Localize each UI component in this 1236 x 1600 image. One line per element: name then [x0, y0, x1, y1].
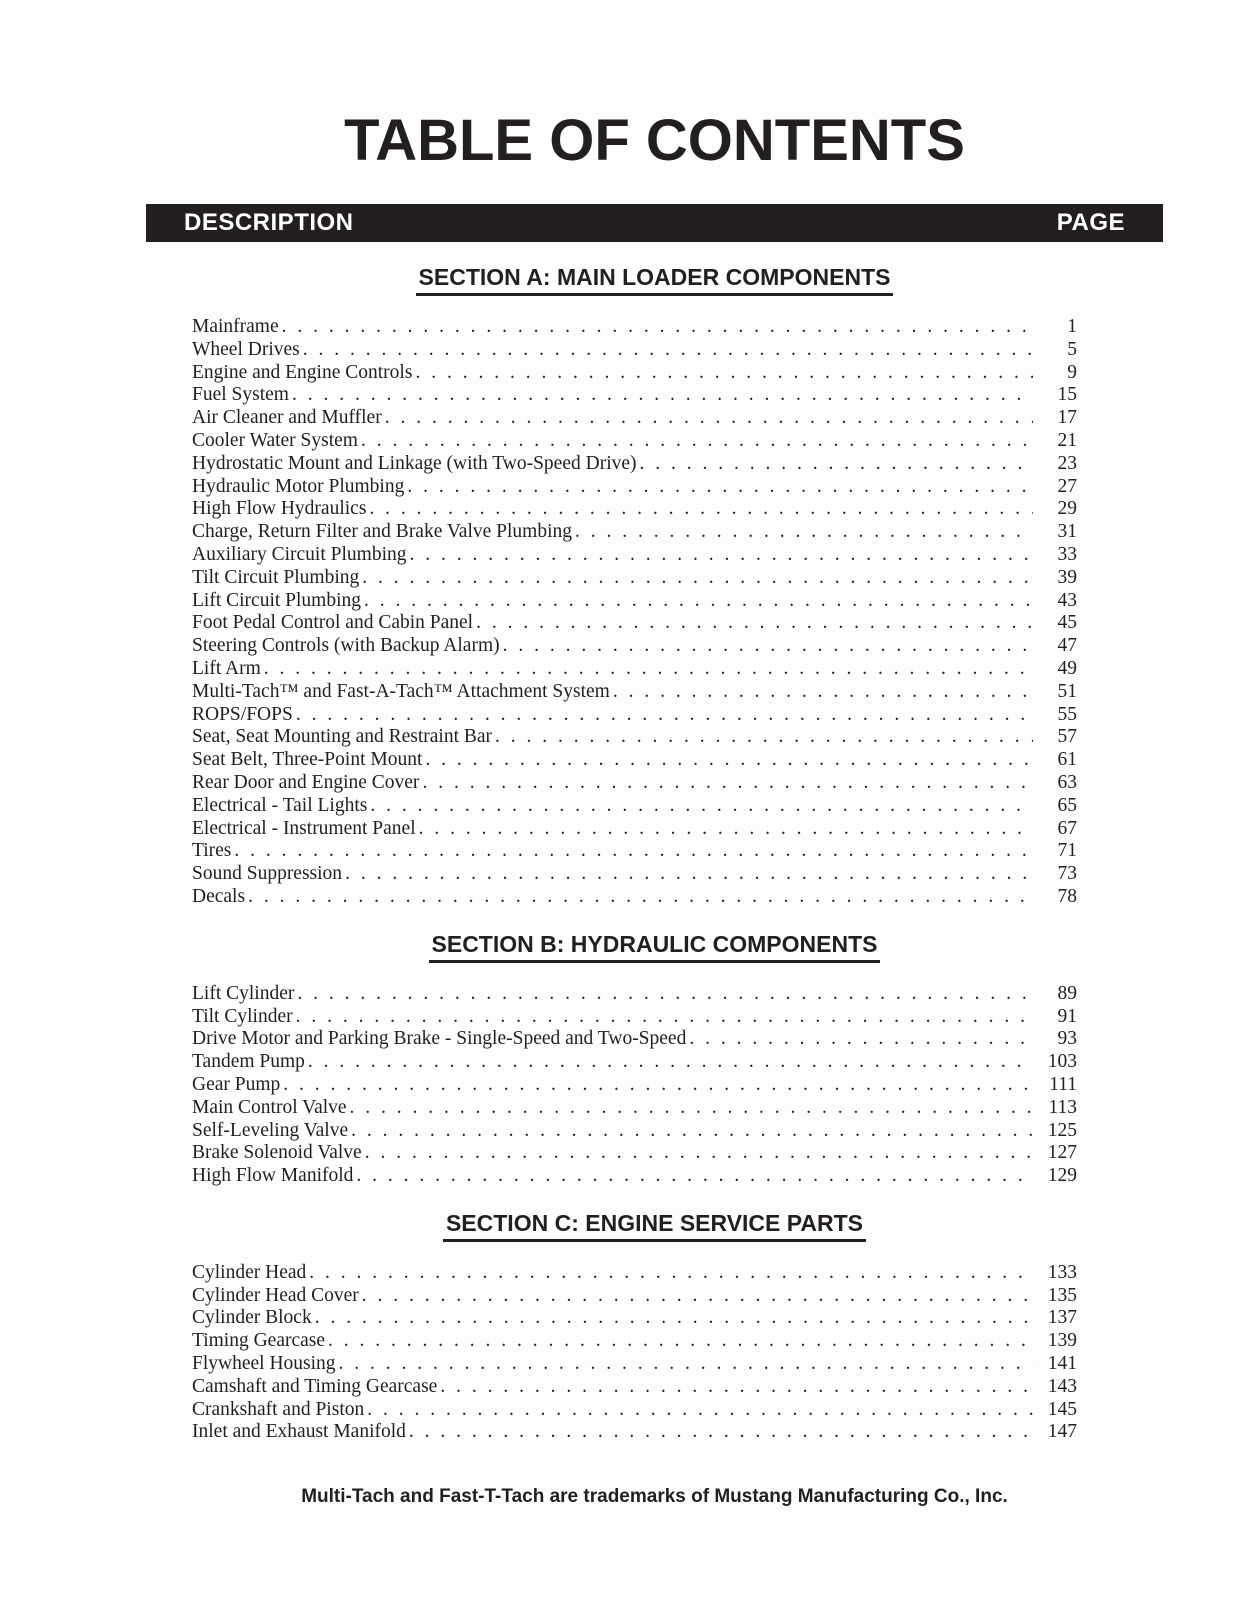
toc-row	[192, 1097, 1077, 1120]
toc-row	[192, 840, 1077, 863]
dot-leader	[263, 658, 1033, 681]
toc-entry-page: 89	[1057, 982, 1077, 1004]
toc-entry-label: Steering Controls (with Backup Alarm)	[192, 635, 500, 657]
toc-entry-page: 15	[1057, 384, 1077, 406]
toc-entry-label: Timing Gearcase	[192, 1330, 326, 1352]
toc-entry-page: 139	[1047, 1330, 1077, 1352]
toc-entry-label: Hydraulic Motor Plumbing	[192, 475, 405, 497]
toc-entry-label: Tandem Pump	[192, 1051, 305, 1073]
header-bar-description-label: DESCRIPTION	[184, 209, 354, 236]
dot-leader	[688, 1028, 1033, 1051]
toc-entry-page: 71	[1057, 840, 1077, 862]
toc-row	[192, 726, 1077, 749]
toc-row	[192, 1285, 1077, 1308]
dot-leader	[408, 1421, 1033, 1444]
toc-entry-page: 103	[1047, 1051, 1077, 1073]
toc-entry-page: 17	[1057, 407, 1077, 429]
toc-row	[192, 590, 1077, 613]
toc-entry-page: 39	[1057, 566, 1077, 588]
dot-leader	[421, 772, 1033, 795]
toc-entry-page: 47	[1057, 635, 1077, 657]
dot-leader	[574, 521, 1033, 544]
toc-row	[192, 1006, 1077, 1029]
toc-row	[192, 1399, 1077, 1422]
toc-list	[192, 1262, 1077, 1444]
dot-leader	[314, 1307, 1033, 1330]
dot-leader	[409, 544, 1034, 567]
toc-row	[192, 658, 1077, 681]
toc-row	[192, 1074, 1077, 1097]
toc-entry-label: Rear Door and Engine Cover	[192, 771, 420, 793]
toc-row	[192, 1120, 1077, 1143]
dot-leader	[439, 1376, 1033, 1399]
toc-entry-label: Seat Belt, Three-Point Mount	[192, 749, 423, 771]
toc-sections	[146, 266, 1163, 1444]
toc-entry-label: Tilt Cylinder	[192, 1005, 293, 1027]
toc-entry-page: 23	[1057, 452, 1077, 474]
dot-leader	[327, 1330, 1033, 1353]
trademark-footer: Multi-Tach and Fast-T-Tach are trademarks of Mustang Manufacturing Co., Inc.	[301, 1486, 1008, 1508]
toc-section	[146, 930, 1163, 1188]
dot-leader	[361, 567, 1033, 590]
toc-row	[192, 983, 1077, 1006]
toc-entry-page: 57	[1057, 726, 1077, 748]
toc-entry-label: Cylinder Head Cover	[192, 1284, 359, 1306]
toc-entry-label: Auxiliary Circuit Plumbing	[192, 543, 407, 565]
toc-row	[192, 886, 1077, 909]
toc-row	[192, 544, 1077, 567]
dot-leader	[350, 1120, 1033, 1143]
section-heading	[146, 930, 1163, 963]
dot-leader	[363, 590, 1033, 613]
toc-row	[192, 612, 1077, 635]
toc-row	[192, 567, 1077, 590]
dot-leader	[424, 749, 1033, 772]
toc-row	[192, 476, 1077, 499]
toc-entry-label: Charge, Return Filter and Brake Valve Plumbing	[192, 521, 573, 543]
dot-leader	[475, 612, 1033, 635]
toc-row	[192, 863, 1077, 886]
dot-leader	[406, 476, 1033, 499]
toc-row	[192, 1330, 1077, 1353]
toc-row	[192, 795, 1077, 818]
section-heading-text: SECTION A: MAIN LOADER COMPONENTS	[416, 266, 894, 296]
toc-section	[146, 266, 1163, 909]
toc-entry-page: 147	[1047, 1421, 1077, 1443]
toc-entry-label: Tires	[192, 840, 232, 862]
toc-row	[192, 749, 1077, 772]
toc-entry-label: Mainframe	[192, 316, 279, 337]
toc-entry-label: Crankshaft and Piston	[192, 1398, 365, 1420]
toc-entry-label: Decals	[192, 885, 246, 907]
toc-entry-page: 63	[1057, 771, 1077, 793]
toc-row	[192, 1307, 1077, 1330]
toc-entry-page: 65	[1057, 794, 1077, 816]
toc-row	[192, 1262, 1077, 1285]
toc-entry-label: Engine and Engine Controls	[192, 361, 413, 383]
header-bar-page-label: PAGE	[1056, 209, 1125, 236]
dot-leader	[282, 1074, 1033, 1097]
page-content	[146, 0, 1163, 1508]
toc-entry-page: 127	[1047, 1142, 1077, 1164]
toc-list	[192, 316, 1077, 909]
toc-entry-label: Tilt Circuit Plumbing	[192, 566, 360, 588]
toc-entry-page: 113	[1048, 1096, 1077, 1118]
toc-row	[192, 1376, 1077, 1399]
dot-leader	[360, 430, 1033, 453]
toc-row	[192, 384, 1077, 407]
toc-entry-label: Air Cleaner and Muffler	[192, 407, 382, 429]
toc-entry-label: Wheel Drives	[192, 338, 300, 360]
toc-entry-page: 31	[1057, 521, 1077, 543]
toc-row	[192, 818, 1077, 841]
toc-entry-page: 145	[1047, 1398, 1077, 1420]
toc-entry-page: 55	[1057, 703, 1077, 725]
toc-row	[192, 704, 1077, 727]
page-title: TABLE OF CONTENTS	[344, 108, 965, 173]
toc-row	[192, 521, 1077, 544]
toc-entry-label: Lift Arm	[192, 657, 261, 679]
toc-entry-label: Self-Leveling Valve	[192, 1119, 349, 1141]
dot-leader	[384, 407, 1033, 430]
toc-entry-page: 67	[1057, 817, 1077, 839]
toc-entry-page: 5	[1067, 338, 1077, 360]
toc-entry-label: Camshaft and Timing Gearcase	[192, 1375, 438, 1397]
dot-leader	[494, 726, 1033, 749]
toc-entry-page: 21	[1057, 429, 1077, 451]
toc-entry-label: Main Control Valve	[192, 1096, 347, 1118]
toc-section	[146, 1209, 1163, 1444]
dot-leader	[295, 1006, 1033, 1029]
dot-leader	[612, 681, 1033, 704]
toc-entry-label: Sound Suppression	[192, 863, 343, 885]
dot-leader	[338, 1353, 1033, 1376]
dot-leader	[366, 1399, 1033, 1422]
section-heading-text: SECTION C: ENGINE SERVICE PARTS	[443, 1212, 866, 1242]
toc-entry-label: Cooler Water System	[192, 429, 358, 451]
dot-leader	[281, 316, 1033, 339]
dot-leader	[308, 1262, 1033, 1285]
toc-entry-label: Seat, Seat Mounting and Restraint Bar	[192, 726, 493, 748]
section-heading-text: SECTION B: HYDRAULIC COMPONENTS	[429, 933, 881, 963]
dot-leader	[295, 704, 1033, 727]
toc-entry-page: 61	[1057, 749, 1077, 771]
dot-leader	[344, 863, 1033, 886]
toc-row	[192, 1051, 1077, 1074]
toc-row	[192, 681, 1077, 704]
toc-entry-page: 29	[1057, 498, 1077, 520]
toc-entry-label: Gear Pump	[192, 1073, 281, 1095]
toc-row	[192, 362, 1077, 385]
toc-entry-page: 125	[1047, 1119, 1077, 1141]
toc-entry-label: Flywheel Housing	[192, 1353, 336, 1375]
toc-entry-page: 143	[1047, 1375, 1077, 1397]
toc-entry-label: Lift Cylinder	[192, 982, 295, 1004]
toc-entry-page: 1	[1067, 316, 1077, 337]
dot-leader	[307, 1051, 1033, 1074]
toc-entry-label: Brake Solenoid Valve	[192, 1142, 362, 1164]
toc-entry-page: 27	[1057, 475, 1077, 497]
toc-entry-label: Drive Motor and Parking Brake - Single-Speed and Two-Speed	[192, 1028, 687, 1050]
toc-entry-label: ROPS/FOPS	[192, 703, 293, 725]
dot-leader	[302, 339, 1033, 362]
toc-entry-label: Electrical - Tail Lights	[192, 794, 368, 816]
toc-entry-page: 78	[1057, 885, 1077, 907]
dot-leader	[414, 362, 1033, 385]
dot-leader	[502, 635, 1033, 658]
toc-row	[192, 772, 1077, 795]
dot-leader	[291, 384, 1033, 407]
dot-leader	[364, 1142, 1033, 1165]
toc-row	[192, 339, 1077, 362]
dot-leader	[418, 818, 1033, 841]
toc-entry-page: 133	[1047, 1261, 1077, 1283]
dot-leader	[349, 1097, 1033, 1120]
toc-entry-label: Cylinder Head	[192, 1261, 307, 1283]
dot-leader	[233, 840, 1033, 863]
toc-row	[192, 430, 1077, 453]
toc-entry-page: 141	[1047, 1353, 1077, 1375]
dot-leader	[247, 886, 1033, 909]
toc-entry-label: Multi-Tach™ and Fast-A-Tach™ Attachment System	[192, 680, 610, 702]
toc-row	[192, 453, 1077, 476]
toc-entry-page: 111	[1049, 1073, 1077, 1095]
dot-leader	[361, 1285, 1033, 1308]
toc-entry-page: 49	[1057, 657, 1077, 679]
dot-leader	[296, 983, 1033, 1006]
toc-entry-page: 93	[1057, 1028, 1077, 1050]
toc-entry-label: Fuel System	[192, 384, 289, 406]
dot-leader	[368, 498, 1033, 521]
toc-row	[192, 316, 1077, 339]
toc-entry-page: 43	[1057, 589, 1077, 611]
toc-entry-label: Lift Circuit Plumbing	[192, 589, 361, 611]
toc-entry-page: 51	[1057, 680, 1077, 702]
toc-entry-page: 33	[1057, 543, 1077, 565]
toc-entry-label: Hydrostatic Mount and Linkage (with Two-Speed Drive)	[192, 452, 637, 474]
toc-entry-label: High Flow Hydraulics	[192, 498, 367, 520]
toc-row	[192, 1165, 1077, 1188]
toc-entry-label: Inlet and Exhaust Manifold	[192, 1421, 406, 1443]
toc-list	[192, 983, 1077, 1188]
toc-entry-page: 9	[1067, 361, 1077, 383]
toc-entry-page: 45	[1057, 612, 1077, 634]
toc-row	[192, 1142, 1077, 1165]
toc-entry-label: Electrical - Instrument Panel	[192, 817, 416, 839]
section-heading	[146, 1209, 1163, 1242]
toc-entry-label: Cylinder Block	[192, 1307, 312, 1329]
toc-entry-page: 137	[1047, 1307, 1077, 1329]
toc-entry-page: 135	[1047, 1284, 1077, 1306]
toc-row	[192, 1353, 1077, 1376]
toc-entry-label: Foot Pedal Control and Cabin Panel	[192, 612, 474, 634]
toc-row	[192, 1421, 1077, 1444]
dot-leader	[369, 795, 1033, 818]
toc-row	[192, 635, 1077, 658]
toc-entry-page: 129	[1047, 1165, 1077, 1187]
dot-leader	[355, 1165, 1033, 1188]
section-heading	[146, 266, 1163, 296]
toc-entry-label: High Flow Manifold	[192, 1165, 354, 1187]
dot-leader	[639, 453, 1033, 476]
header-bar	[146, 204, 1163, 242]
toc-entry-page: 73	[1057, 863, 1077, 885]
toc-entry-page: 91	[1057, 1005, 1077, 1027]
toc-row	[192, 407, 1077, 430]
toc-row	[192, 1028, 1077, 1051]
toc-row	[192, 498, 1077, 521]
